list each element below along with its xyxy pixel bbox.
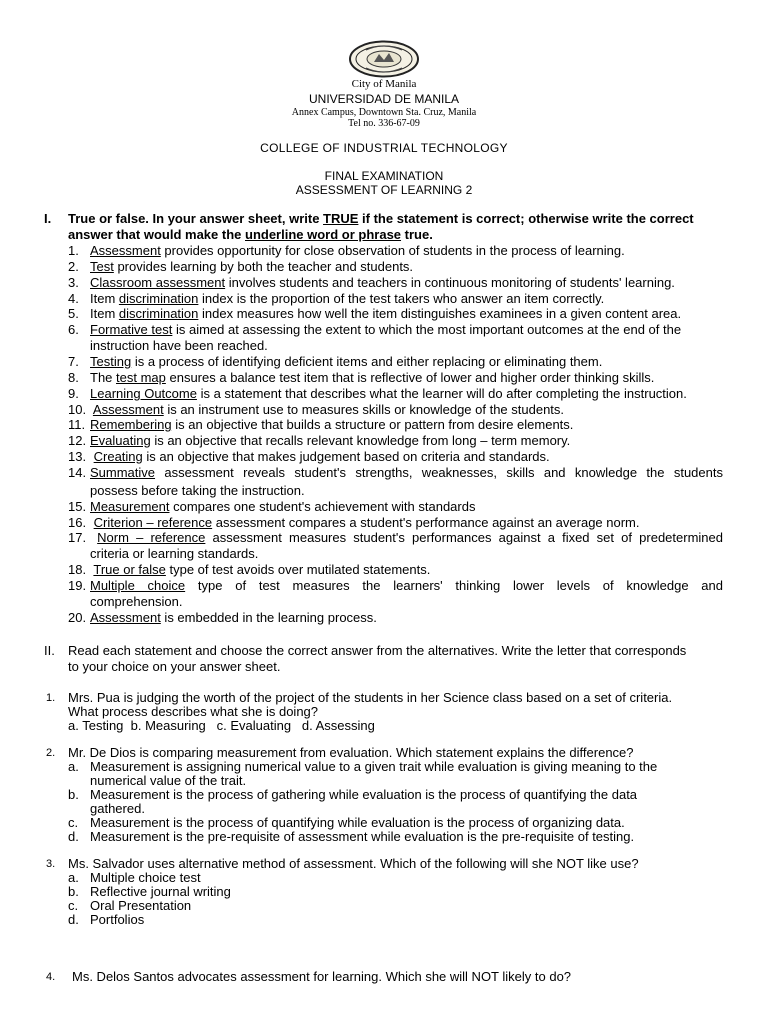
- statement-rest: is a statement that describes what the learner will do after completing the instruction.: [196, 386, 687, 401]
- part-one-instruction-1: True or false. In your answer sheet, write TRUE if the statement is correct; otherwise write the correct: [68, 211, 694, 226]
- underlined-term: Evaluating: [90, 433, 151, 448]
- item-number: 11.: [68, 417, 86, 432]
- item-statement: [90, 449, 550, 465]
- item-number: 14.: [68, 465, 87, 480]
- item-continuation: comprehension.: [90, 594, 183, 609]
- question-2-number: 2.: [46, 747, 56, 759]
- item-statement: [90, 386, 687, 402]
- item-number: 20.: [68, 610, 87, 625]
- item-number: 16.: [68, 515, 87, 530]
- question-2-stem: Mr. De Dios is comparing measurement from evaluation. Which statement explains the difference?: [68, 745, 634, 760]
- item-statement: [90, 465, 723, 481]
- item-number: 4.: [68, 291, 79, 306]
- item-statement: [90, 610, 377, 626]
- underlined-term: Assessment: [92, 402, 164, 417]
- item-number: 13.: [68, 449, 87, 464]
- underlined-term: Criterion – reference: [93, 515, 213, 530]
- item-number: 5.: [68, 306, 79, 321]
- item-number: 8.: [68, 370, 79, 385]
- statement-rest: is an objective that builds a structure or pattern from desire elements.: [171, 417, 574, 432]
- campus-address: Annex Campus, Downtown Sta. Cruz, Manila: [291, 107, 477, 118]
- item-statement: [90, 291, 604, 307]
- underlined-term: Measurement: [90, 499, 170, 514]
- underlined-term: Norm – reference: [97, 530, 206, 545]
- item-statement: [90, 562, 430, 578]
- college-name: COLLEGE OF INDUSTRIAL TECHNOLOGY: [260, 141, 508, 155]
- statement-rest: compares one student's achievement with standards: [169, 499, 476, 514]
- item-number: 1.: [68, 243, 79, 258]
- underlined-term: Creating: [93, 449, 143, 464]
- exam-title: FINAL EXAMINATION: [324, 169, 444, 183]
- item-statement: [90, 243, 625, 259]
- option-continuation: gathered.: [90, 801, 145, 816]
- item-statement: [90, 530, 723, 546]
- item-continuation: instruction have been reached.: [90, 338, 268, 353]
- item-statement: [90, 275, 675, 291]
- question-3-number: 3.: [46, 858, 56, 870]
- option-letter: c.: [68, 815, 79, 830]
- underlined-term: Learning Outcome: [90, 386, 197, 401]
- statement-rest: index is the proportion of the test takers who answer an item correctly.: [198, 291, 605, 306]
- underlined-term: True or false: [93, 562, 166, 577]
- telephone: Tel no. 336-67-09: [348, 118, 420, 129]
- option-text: Portfolios: [90, 912, 145, 927]
- city-label: City of Manila: [351, 78, 417, 90]
- option-letter: d.: [68, 912, 79, 927]
- statement-rest: is embedded in the learning process.: [160, 610, 377, 625]
- item-statement: [90, 259, 413, 275]
- item-statement: [90, 417, 573, 433]
- option-text: Measurement is assigning numerical value to a given trait while evaluation is giving meaning to the: [90, 759, 658, 774]
- part-two-instruction-2: to your choice on your answer sheet.: [68, 659, 281, 674]
- question-3-stem: Ms. Salvador uses alternative method of assessment. Which of the following will she NOT like use?: [68, 856, 639, 871]
- item-statement: [90, 354, 602, 370]
- item-statement: [90, 306, 681, 322]
- underlined-term: Remembering: [90, 417, 172, 432]
- statement-rest: assessment reveals student's strengths, weaknesses, skills and knowledge the students: [155, 465, 723, 480]
- option-letter: a.: [68, 759, 79, 774]
- university-seal: [348, 40, 420, 78]
- exam-subject: ASSESSMENT OF LEARNING 2: [295, 183, 473, 197]
- item-number: 12.: [68, 433, 87, 448]
- item-number: 7.: [68, 354, 79, 369]
- statement-rest: is an objective that recalls relevant knowledge from long – term memory.: [150, 433, 571, 448]
- statement-rest: type of test avoids over mutilated statements.: [165, 562, 431, 577]
- item-statement: [90, 402, 564, 418]
- option-text: Measurement is the process of gathering while evaluation is the process of quantifying the data: [90, 787, 638, 802]
- question-1-choices: a. Testing b. Measuring c. Evaluating d. Assessing: [68, 718, 375, 733]
- item-statement: [90, 370, 654, 386]
- option-letter: c.: [68, 898, 79, 913]
- item-number: 6.: [68, 322, 79, 337]
- item-statement: [90, 433, 570, 449]
- option-text: Multiple choice test: [90, 870, 201, 885]
- seal-icon: [348, 40, 420, 78]
- statement-prefix: Item: [90, 306, 119, 321]
- statement-rest: provides opportunity for close observation of students in the process of learning.: [160, 243, 625, 258]
- question-4-number: 4.: [46, 971, 56, 983]
- statement-rest: assessment compares a student's performance against an average norm.: [212, 515, 640, 530]
- statement-rest: provides learning by both the teacher and students.: [113, 259, 414, 274]
- item-number: 9.: [68, 386, 79, 401]
- statement-rest: is an objective that makes judgement based on criteria and standards.: [142, 449, 550, 464]
- part-one-numeral: I.: [44, 211, 52, 226]
- item-number: 19.: [68, 578, 87, 593]
- underlined-term: Classroom assessment: [90, 275, 226, 290]
- statement-rest: is a process of identifying deficient items and either replacing or eliminating them.: [131, 354, 603, 369]
- option-text: Oral Presentation: [90, 898, 192, 913]
- underlined-term: Formative test: [90, 322, 173, 337]
- university-name: UNIVERSIDAD DE MANILA: [308, 92, 460, 106]
- statement-rest: index measures how well the item distinguishes examinees in a given content area.: [198, 306, 682, 321]
- item-statement: [90, 515, 640, 531]
- item-number: 17.: [68, 530, 87, 545]
- question-4-stem: Ms. Delos Santos advocates assessment for learning. Which she will NOT likely to do?: [72, 969, 572, 984]
- item-number: 3.: [68, 275, 79, 290]
- item-number: 2.: [68, 259, 79, 274]
- underlined-term: Test: [90, 259, 114, 274]
- question-1-line-2: What process describes what she is doing?: [68, 704, 319, 719]
- underlined-term: discrimination: [118, 306, 199, 321]
- option-letter: b.: [68, 884, 79, 899]
- item-statement: [90, 578, 723, 594]
- item-number: 10.: [68, 402, 87, 417]
- item-number: 18.: [68, 562, 87, 577]
- part-one-instruction-2: answer that would make the underline word or phrase true.: [68, 227, 433, 242]
- underlined-term: Assessment: [90, 610, 161, 625]
- underlined-term: discrimination: [118, 291, 199, 306]
- statement-rest: type of test measures the learners' thinking lower levels of knowledge and: [185, 578, 723, 593]
- item-continuation: possess before taking the instruction.: [90, 483, 305, 498]
- underlined-term: Multiple choice: [90, 578, 186, 593]
- part-two-numeral: II.: [44, 643, 55, 658]
- underlined-term: Testing: [90, 354, 132, 369]
- item-continuation: criteria or learning standards.: [90, 546, 259, 561]
- statement-prefix: The: [90, 370, 117, 385]
- part-two-instruction-1: Read each statement and choose the correct answer from the alternatives. Write the letter that corresponds: [68, 643, 687, 658]
- option-text: Reflective journal writing: [90, 884, 231, 899]
- statement-rest: is aimed at assessing the extent to which the most important outcomes at the end of the: [172, 322, 682, 337]
- option-letter: a.: [68, 870, 79, 885]
- option-text: Measurement is the pre-requisite of assessment while evaluation is the pre-requisite of testing.: [90, 829, 635, 844]
- statement-rest: ensures a balance test item that is reflective of lower and higher order thinking skills.: [165, 370, 655, 385]
- option-continuation: numerical value of the trait.: [90, 773, 247, 788]
- option-letter: b.: [68, 787, 79, 802]
- statement-prefix: Item: [90, 291, 119, 306]
- underlined-term: Assessment: [90, 243, 161, 258]
- question-1-line-1: Mrs. Pua is judging the worth of the project of the students in her Science class based on a set of criteria.: [68, 690, 673, 705]
- statement-rest: assessment measures student's performances against a fixed set of predetermined: [205, 530, 723, 545]
- underlined-term: test map: [116, 370, 166, 385]
- question-1-number: 1.: [46, 692, 56, 704]
- item-statement: [90, 499, 475, 515]
- item-statement: [90, 322, 681, 338]
- option-text: Measurement is the process of quantifying while evaluation is the process of organizing data.: [90, 815, 625, 830]
- item-number: 15.: [68, 499, 87, 514]
- statement-rest: is an instrument use to measures skills or knowledge of the students.: [163, 402, 565, 417]
- statement-rest: involves students and teachers in continuous monitoring of students' learning.: [225, 275, 675, 290]
- option-letter: d.: [68, 829, 79, 844]
- underlined-term: Summative: [90, 465, 156, 480]
